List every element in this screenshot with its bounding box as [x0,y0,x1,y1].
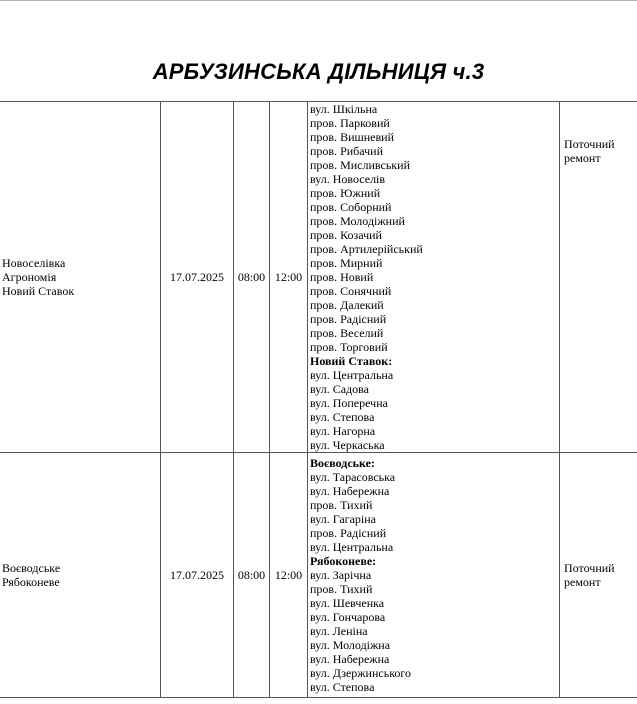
time-to-cell: 12:00 [270,102,308,453]
settlement-name: Рябоконеве [2,575,60,589]
table-row [0,453,637,698]
street-item: вул. Гончарова [310,610,386,624]
street-item: пров. Тихий [310,498,373,512]
street-item: вул. Тарасовська [310,470,396,484]
street-item: вул. Садова [310,382,369,396]
street-item: вул. Зарічна [310,568,372,582]
work-type-cell [560,453,637,698]
street-item: пров. Далекий [310,298,384,312]
street-item: вул. Шкільна [310,102,378,116]
date-cell: 17.07.2025 [161,453,234,698]
work-type-text [564,561,637,589]
settlement-name: Новий Ставок [2,284,75,298]
street-item: пров. Козачий [310,228,382,242]
work-type-line: ремонт [564,575,601,589]
street-item: пров. Парковий [310,116,390,130]
streets-cell [308,453,560,698]
street-item: вул. Степова [310,410,375,424]
street-item: пров. Южний [310,186,381,200]
street-item: пров. Тихий [310,582,373,596]
work-type-line: Поточний [564,561,615,575]
street-item: пров. Торговий [310,340,388,354]
page-title: АРБУЗИНСЬКА ДІЛЬНИЦЯ ч.3 [152,59,485,84]
work-type-line: Поточний [564,137,615,151]
street-item: пров. Новий [310,270,374,284]
settlement-name: Агрономія [2,270,57,284]
street-item: пров. Артилерійський [310,242,423,256]
street-item: вул. Поперечна [310,396,388,410]
streets-cell [308,102,560,453]
work-type-line: ремонт [564,151,601,165]
settlement-heading: Рябоконеве: [310,554,377,568]
street-item: вул. Степова [310,680,375,694]
street-item: вул. Набережна [310,652,390,666]
street-item: вул. Гагаріна [310,512,377,526]
street-item: вул. Дзержинського [310,666,412,680]
settlement-name: Новоселівка [2,256,66,270]
street-item: пров. Молодіжний [310,214,405,228]
time-to-cell: 12:00 [270,453,308,698]
work-type-cell [560,102,637,453]
street-item: пров. Веселий [310,326,384,340]
street-item: пров. Вишневий [310,130,395,144]
settlements-cell [0,453,161,698]
street-item: вул. Новоселів [310,172,386,186]
street-item: пров. Сонячний [310,284,392,298]
settlement-heading: Новий Ставок: [310,354,393,368]
street-item: вул. Набережна [310,484,390,498]
street-item: пров. Рибачий [310,144,384,158]
street-item: вул. Центральна [310,368,394,382]
street-item: вул. Шевченка [310,596,385,610]
street-item: пров. Мисливський [310,158,410,172]
street-item: вул. Молодіжна [310,638,391,652]
work-type-text [564,137,637,165]
settlements-cell [0,102,161,453]
street-item: вул. Нагорна [310,424,376,438]
time-from-cell: 08:00 [234,102,270,453]
street-item: пров. Мирний [310,256,383,270]
date-cell: 17.07.2025 [161,102,234,453]
top-divider [0,0,637,1]
outage-schedule-table [0,101,637,698]
time-from-cell: 08:00 [234,453,270,698]
table-row [0,102,637,453]
street-item: пров. Радісний [310,312,387,326]
street-item: вул. Центральна [310,540,394,554]
settlement-heading: Воєводське: [310,456,375,470]
street-item: пров. Радісний [310,526,387,540]
settlement-name: Воєводське [2,561,61,575]
street-item: пров. Соборний [310,200,392,214]
street-item: вул. Леніна [310,624,368,638]
street-item: вул. Черкаська [310,438,385,452]
